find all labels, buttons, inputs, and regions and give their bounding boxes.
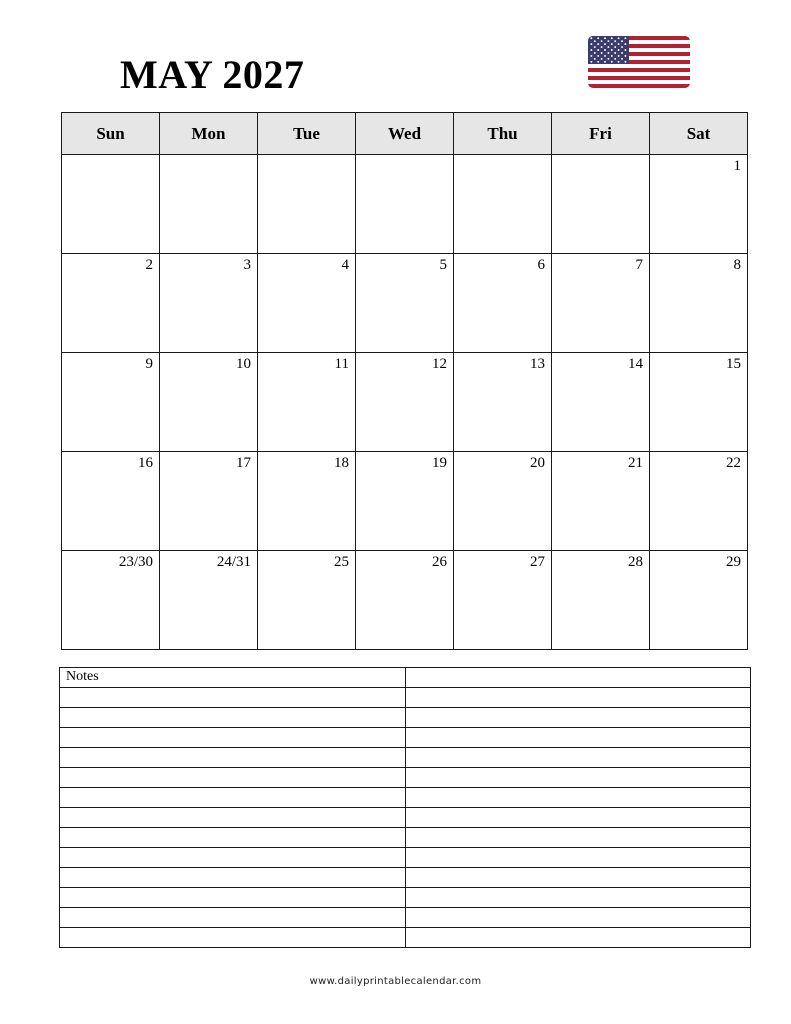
day-cell: [258, 551, 356, 650]
notes-row: [60, 728, 751, 748]
day-number: 21: [628, 455, 643, 471]
weekday-header: Thu: [454, 113, 552, 155]
notes-row: [60, 668, 751, 688]
week-row: [62, 551, 748, 650]
day-number: [356, 155, 453, 158]
day-cell: [454, 452, 552, 551]
day-number: 28: [628, 554, 643, 570]
notes-line: [405, 888, 751, 908]
notes-line: [405, 668, 751, 688]
notes-line: [405, 788, 751, 808]
notes-line: [60, 848, 406, 868]
day-cell: [552, 254, 650, 353]
day-cell: [454, 353, 552, 452]
notes-line: [60, 808, 406, 828]
day-number: 4: [341, 257, 349, 273]
weekday-header: Mon: [160, 113, 258, 155]
notes-line: [60, 928, 406, 948]
week-row: [62, 452, 748, 551]
weekday-header: Wed: [356, 113, 454, 155]
notes-row: [60, 768, 751, 788]
day-number: 16: [138, 455, 153, 471]
notes-line: [405, 748, 751, 768]
notes-row: [60, 788, 751, 808]
weekday-header: Sun: [62, 113, 160, 155]
notes-row: [60, 708, 751, 728]
notes-label: Notes: [60, 668, 406, 688]
day-number: 14: [628, 356, 643, 372]
notes-line: [60, 708, 406, 728]
day-cell: [160, 452, 258, 551]
notes-row: [60, 928, 751, 948]
day-cell: [356, 353, 454, 452]
day-number: [454, 155, 551, 158]
week-row: [62, 254, 748, 353]
notes-line: [60, 788, 406, 808]
day-cell: [160, 551, 258, 650]
notes-table: [59, 667, 751, 948]
notes-line: [60, 728, 406, 748]
day-cell: [650, 353, 748, 452]
notes-line: [60, 688, 406, 708]
notes-row: [60, 748, 751, 768]
weekday-header: Sat: [650, 113, 748, 155]
day-number: [160, 155, 257, 158]
notes-row: [60, 808, 751, 828]
day-number: 27: [530, 554, 545, 570]
day-cell: [356, 551, 454, 650]
day-number: [62, 155, 159, 158]
day-number: 25: [334, 554, 349, 570]
day-number: 26: [432, 554, 447, 570]
day-number: 10: [236, 356, 251, 372]
day-cell: [258, 254, 356, 353]
day-cell: [356, 155, 454, 254]
notes-line: [405, 928, 751, 948]
day-number: 2: [145, 257, 153, 273]
notes-line: [60, 908, 406, 928]
day-cell: [650, 452, 748, 551]
day-number: 3: [243, 257, 251, 273]
day-number: 5: [439, 257, 447, 273]
day-number: [552, 155, 649, 158]
day-number: 9: [145, 356, 153, 372]
notes-line: [60, 768, 406, 788]
day-cell: [454, 254, 552, 353]
day-number: 11: [334, 356, 349, 372]
us-flag-icon: [588, 36, 690, 88]
day-number: 23/30: [118, 554, 153, 570]
notes-line: [60, 868, 406, 888]
day-cell: [62, 452, 160, 551]
notes-row: [60, 848, 751, 868]
day-cell: [62, 353, 160, 452]
notes-line: [405, 688, 751, 708]
day-number: 12: [432, 356, 447, 372]
notes-line: [60, 888, 406, 908]
notes-line: [405, 808, 751, 828]
day-cell: [552, 551, 650, 650]
day-number: 6: [537, 257, 545, 273]
day-cell: [454, 551, 552, 650]
day-cell: [62, 551, 160, 650]
day-cell: [650, 155, 748, 254]
notes-line: [405, 768, 751, 788]
notes-line: [405, 868, 751, 888]
notes-line: [405, 828, 751, 848]
day-cell: [160, 254, 258, 353]
notes-line: [405, 728, 751, 748]
day-cell: [650, 254, 748, 353]
month-title: MAY 2027: [120, 52, 305, 97]
day-cell: [454, 155, 552, 254]
day-number: 22: [726, 455, 741, 471]
day-cell: [552, 353, 650, 452]
day-number: 29: [726, 554, 741, 570]
day-cell: [258, 452, 356, 551]
day-cell: [160, 353, 258, 452]
weekday-header-row: [62, 113, 748, 155]
day-cell: [552, 155, 650, 254]
day-number: 17: [236, 455, 251, 471]
day-cell: [650, 551, 748, 650]
notes-row: [60, 828, 751, 848]
day-number: [258, 155, 355, 158]
notes-line: [60, 748, 406, 768]
day-cell: [62, 155, 160, 254]
notes-line: [405, 908, 751, 928]
day-number: 24/31: [216, 554, 251, 570]
week-row: [62, 353, 748, 452]
footer-website: www.dailyprintablecalendar.com: [309, 976, 482, 987]
day-cell: [258, 155, 356, 254]
notes-row: [60, 908, 751, 928]
day-number: 1: [733, 158, 741, 174]
weekday-header: Fri: [552, 113, 650, 155]
day-number: 8: [733, 257, 741, 273]
notes-row: [60, 888, 751, 908]
day-number: 20: [530, 455, 545, 471]
day-number: 15: [726, 356, 741, 372]
day-number: 18: [334, 455, 349, 471]
day-cell: [160, 155, 258, 254]
day-number: 19: [432, 455, 447, 471]
notes-row: [60, 868, 751, 888]
notes-line: [60, 828, 406, 848]
day-number: 7: [635, 257, 643, 273]
day-cell: [552, 452, 650, 551]
notes-line: [405, 708, 751, 728]
day-number: 13: [530, 356, 545, 372]
weekday-header: Tue: [258, 113, 356, 155]
day-cell: [356, 452, 454, 551]
day-cell: [356, 254, 454, 353]
day-cell: [62, 254, 160, 353]
notes-row: [60, 688, 751, 708]
day-cell: [258, 353, 356, 452]
week-row: [62, 155, 748, 254]
notes-line: [405, 848, 751, 868]
calendar-grid: [61, 112, 748, 650]
